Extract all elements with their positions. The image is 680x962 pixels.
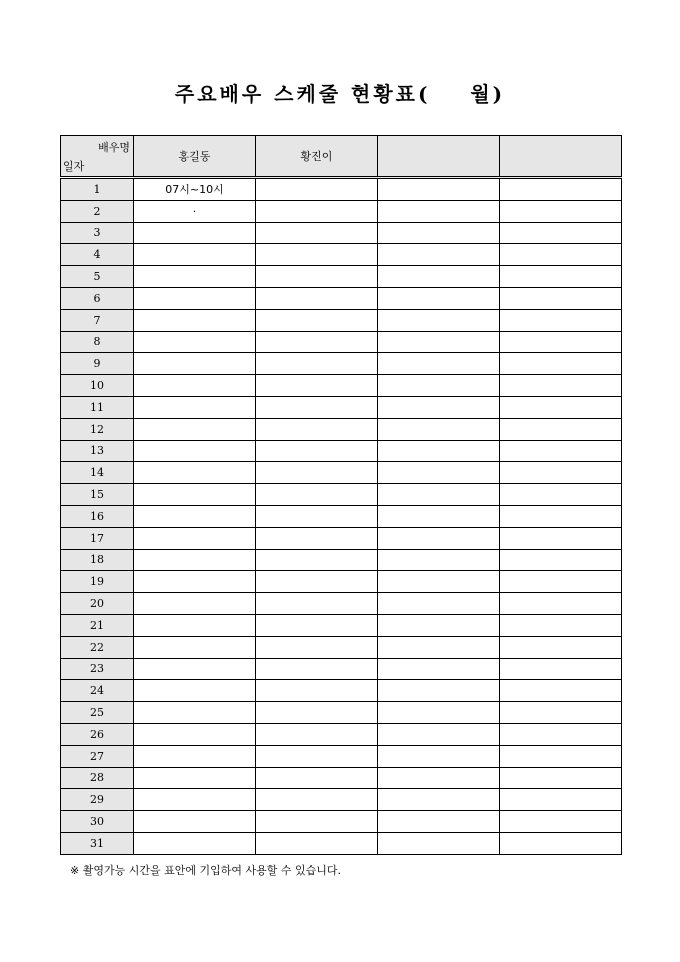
schedule-cell[interactable] — [500, 200, 622, 222]
schedule-cell[interactable] — [500, 636, 622, 658]
table-row — [61, 658, 622, 680]
schedule-cell[interactable] — [500, 593, 622, 615]
schedule-cell[interactable] — [378, 811, 500, 833]
schedule-cell[interactable] — [134, 614, 256, 636]
schedule-cell[interactable]: · — [134, 200, 256, 222]
day-cell: 30 — [61, 811, 134, 833]
schedule-cell[interactable] — [256, 767, 378, 789]
table-row — [61, 745, 622, 767]
schedule-cell[interactable] — [500, 309, 622, 331]
schedule-cell[interactable] — [500, 811, 622, 833]
schedule-cell[interactable] — [378, 462, 500, 484]
day-cell: 19 — [61, 571, 134, 593]
day-cell: 10 — [61, 375, 134, 397]
day-cell: 25 — [61, 702, 134, 724]
day-cell: 22 — [61, 636, 134, 658]
actor-header-3 — [378, 136, 500, 178]
table-row — [61, 811, 622, 833]
day-cell: 18 — [61, 549, 134, 571]
schedule-cell[interactable] — [134, 309, 256, 331]
day-cell: 27 — [61, 745, 134, 767]
actor-name-label: 배우명 — [98, 141, 130, 154]
schedule-cell[interactable] — [378, 309, 500, 331]
schedule-cell[interactable] — [134, 527, 256, 549]
schedule-cell[interactable] — [500, 571, 622, 593]
day-cell: 28 — [61, 767, 134, 789]
schedule-cell[interactable] — [378, 418, 500, 440]
day-cell: 21 — [61, 614, 134, 636]
table-row — [61, 571, 622, 593]
schedule-cell[interactable] — [500, 244, 622, 266]
schedule-cell[interactable] — [256, 309, 378, 331]
schedule-cell[interactable] — [256, 811, 378, 833]
schedule-cell[interactable] — [134, 832, 256, 854]
schedule-cell[interactable] — [378, 396, 500, 418]
schedule-cell[interactable] — [134, 811, 256, 833]
schedule-cell[interactable] — [378, 178, 500, 201]
schedule-cell[interactable] — [256, 178, 378, 201]
schedule-cell[interactable] — [378, 375, 500, 397]
actor-header-4 — [500, 136, 622, 178]
schedule-cell[interactable] — [134, 287, 256, 309]
schedule-cell[interactable] — [256, 244, 378, 266]
schedule-cell[interactable] — [134, 375, 256, 397]
corner-header-cell — [61, 136, 134, 178]
day-cell: 9 — [61, 353, 134, 375]
schedule-cell[interactable] — [378, 440, 500, 462]
schedule-cell[interactable] — [378, 789, 500, 811]
schedule-cell[interactable] — [256, 549, 378, 571]
schedule-cell[interactable] — [378, 702, 500, 724]
schedule-cell[interactable] — [134, 636, 256, 658]
schedule-cell[interactable] — [256, 658, 378, 680]
schedule-cell[interactable] — [378, 222, 500, 244]
day-cell: 3 — [61, 222, 134, 244]
schedule-cell[interactable] — [134, 593, 256, 615]
schedule-cell[interactable] — [500, 266, 622, 288]
schedule-cell[interactable] — [500, 331, 622, 353]
schedule-cell[interactable] — [500, 462, 622, 484]
table-row — [61, 484, 622, 506]
table-row — [61, 527, 622, 549]
day-cell: 29 — [61, 789, 134, 811]
day-cell: 1 — [61, 178, 134, 201]
schedule-cell[interactable] — [256, 680, 378, 702]
day-cell: 12 — [61, 418, 134, 440]
table-row — [61, 331, 622, 353]
table-row — [61, 636, 622, 658]
schedule-cell[interactable] — [134, 484, 256, 506]
day-cell: 31 — [61, 832, 134, 854]
footnote: ※ 촬영가능 시간을 표안에 기입하여 사용할 수 있습니다. — [70, 864, 341, 877]
schedule-cell[interactable] — [256, 702, 378, 724]
schedule-cell[interactable] — [378, 680, 500, 702]
schedule-cell[interactable] — [134, 244, 256, 266]
table-row — [61, 832, 622, 854]
schedule-cell[interactable] — [134, 571, 256, 593]
schedule-table — [60, 135, 622, 855]
day-cell: 8 — [61, 331, 134, 353]
schedule-cell[interactable] — [256, 266, 378, 288]
schedule-cell[interactable] — [256, 353, 378, 375]
table-row — [61, 353, 622, 375]
schedule-cell[interactable] — [378, 353, 500, 375]
schedule-cell[interactable] — [500, 614, 622, 636]
day-cell: 6 — [61, 287, 134, 309]
table-row — [61, 178, 622, 201]
table-row — [61, 702, 622, 724]
schedule-cell[interactable] — [256, 527, 378, 549]
schedule-cell[interactable] — [134, 549, 256, 571]
schedule-cell[interactable] — [378, 484, 500, 506]
schedule-cell[interactable] — [134, 462, 256, 484]
table-row — [61, 418, 622, 440]
schedule-cell[interactable] — [378, 832, 500, 854]
page-title: 주요배우 스케줄 현황표( 월) — [174, 82, 506, 106]
schedule-cell[interactable] — [500, 680, 622, 702]
day-cell: 5 — [61, 266, 134, 288]
day-cell: 24 — [61, 680, 134, 702]
day-cell: 23 — [61, 658, 134, 680]
schedule-cell[interactable] — [134, 353, 256, 375]
schedule-cell[interactable] — [134, 767, 256, 789]
table-row — [61, 222, 622, 244]
table-row — [61, 593, 622, 615]
schedule-cell[interactable] — [134, 331, 256, 353]
schedule-cell[interactable] — [378, 200, 500, 222]
table-row — [61, 505, 622, 527]
actor-header-1: 홍길동 — [134, 136, 256, 178]
day-cell: 17 — [61, 527, 134, 549]
schedule-cell[interactable] — [134, 723, 256, 745]
schedule-cell[interactable] — [256, 287, 378, 309]
schedule-cell[interactable] — [256, 200, 378, 222]
schedule-cell[interactable] — [378, 614, 500, 636]
day-cell: 16 — [61, 505, 134, 527]
schedule-cell[interactable] — [256, 484, 378, 506]
table-row — [61, 309, 622, 331]
schedule-cell[interactable] — [500, 702, 622, 724]
schedule-cell[interactable] — [134, 222, 256, 244]
schedule-cell[interactable] — [500, 484, 622, 506]
schedule-cell[interactable] — [378, 266, 500, 288]
schedule-cell[interactable] — [378, 745, 500, 767]
table-row — [61, 200, 622, 222]
schedule-cell[interactable] — [500, 396, 622, 418]
schedule-cell[interactable] — [256, 571, 378, 593]
table-row — [61, 789, 622, 811]
schedule-cell[interactable] — [256, 723, 378, 745]
schedule-cell[interactable] — [500, 178, 622, 201]
schedule-cell[interactable] — [378, 767, 500, 789]
day-cell: 20 — [61, 593, 134, 615]
day-cell: 13 — [61, 440, 134, 462]
table-row — [61, 680, 622, 702]
schedule-cell[interactable] — [256, 789, 378, 811]
schedule-cell[interactable] — [500, 527, 622, 549]
day-cell: 14 — [61, 462, 134, 484]
schedule-cell[interactable] — [378, 593, 500, 615]
actor-header-2: 황진이 — [256, 136, 378, 178]
schedule-cell[interactable] — [256, 462, 378, 484]
schedule-cell[interactable] — [500, 789, 622, 811]
schedule-cell[interactable] — [378, 244, 500, 266]
schedule-cell[interactable] — [500, 658, 622, 680]
schedule-cell[interactable] — [256, 396, 378, 418]
day-cell: 15 — [61, 484, 134, 506]
schedule-cell[interactable] — [378, 636, 500, 658]
schedule-cell[interactable] — [500, 505, 622, 527]
schedule-cell[interactable] — [256, 375, 378, 397]
schedule-cell[interactable] — [378, 549, 500, 571]
table-row — [61, 767, 622, 789]
day-cell: 2 — [61, 200, 134, 222]
schedule-cell[interactable] — [500, 222, 622, 244]
schedule-cell[interactable] — [500, 832, 622, 854]
day-cell: 7 — [61, 309, 134, 331]
date-label: 일자 — [63, 160, 85, 173]
schedule-cell[interactable] — [134, 266, 256, 288]
table-row — [61, 244, 622, 266]
schedule-cell[interactable] — [378, 287, 500, 309]
schedule-cell[interactable] — [500, 440, 622, 462]
schedule-cell[interactable] — [378, 527, 500, 549]
schedule-cell[interactable] — [500, 745, 622, 767]
schedule-cell[interactable] — [500, 549, 622, 571]
table-row — [61, 375, 622, 397]
schedule-cell[interactable] — [256, 614, 378, 636]
schedule-cell[interactable] — [256, 832, 378, 854]
schedule-cell[interactable] — [256, 593, 378, 615]
table-row — [61, 723, 622, 745]
schedule-cell[interactable]: 07시~10시 — [134, 178, 256, 201]
table-row — [61, 614, 622, 636]
schedule-cell[interactable] — [134, 680, 256, 702]
header-row — [61, 136, 622, 178]
schedule-cell[interactable] — [256, 331, 378, 353]
schedule-cell[interactable] — [134, 789, 256, 811]
schedule-cell[interactable] — [500, 723, 622, 745]
schedule-cell[interactable] — [134, 396, 256, 418]
table-row — [61, 287, 622, 309]
schedule-cell[interactable] — [256, 222, 378, 244]
schedule-cell[interactable] — [256, 745, 378, 767]
schedule-cell[interactable] — [134, 418, 256, 440]
schedule-cell[interactable] — [500, 353, 622, 375]
schedule-cell[interactable] — [134, 658, 256, 680]
schedule-cell[interactable] — [134, 505, 256, 527]
schedule-cell[interactable] — [500, 375, 622, 397]
schedule-cell[interactable] — [134, 702, 256, 724]
table-row — [61, 266, 622, 288]
day-cell: 26 — [61, 723, 134, 745]
day-cell: 4 — [61, 244, 134, 266]
day-cell: 11 — [61, 396, 134, 418]
schedule-cell[interactable] — [378, 571, 500, 593]
table-row — [61, 549, 622, 571]
schedule-cell[interactable] — [378, 723, 500, 745]
schedule-cell[interactable] — [500, 767, 622, 789]
schedule-cell[interactable] — [500, 287, 622, 309]
schedule-cell[interactable] — [134, 440, 256, 462]
table-row — [61, 396, 622, 418]
schedule-cell[interactable] — [256, 418, 378, 440]
table-row — [61, 440, 622, 462]
table-row — [61, 462, 622, 484]
schedule-cell[interactable] — [378, 331, 500, 353]
schedule-cell[interactable] — [378, 658, 500, 680]
schedule-body — [61, 178, 622, 855]
schedule-cell[interactable] — [500, 418, 622, 440]
schedule-cell[interactable] — [256, 505, 378, 527]
schedule-cell[interactable] — [256, 636, 378, 658]
schedule-cell[interactable] — [378, 505, 500, 527]
schedule-cell[interactable] — [256, 440, 378, 462]
schedule-cell[interactable] — [134, 745, 256, 767]
